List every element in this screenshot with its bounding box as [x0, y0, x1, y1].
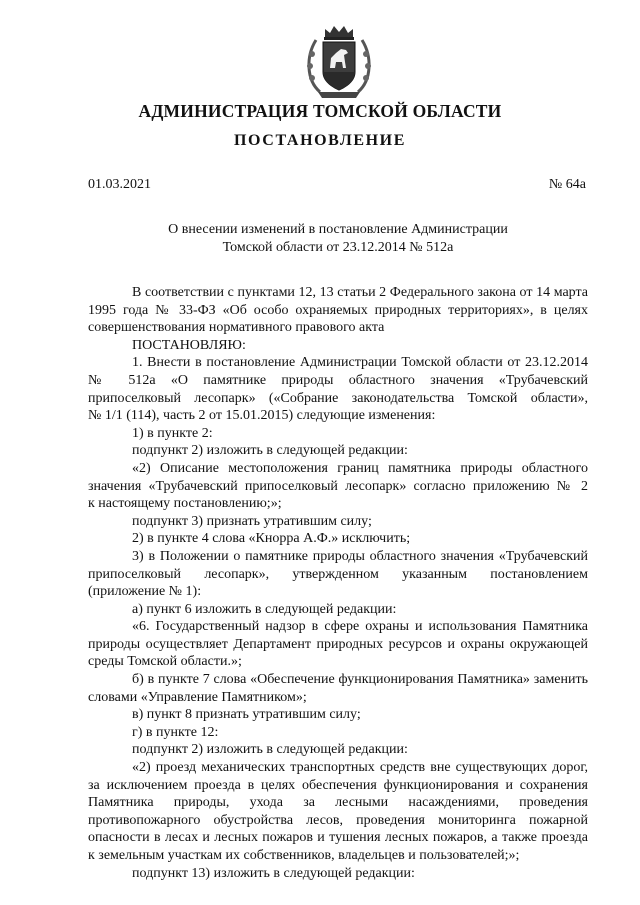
paragraph-line: (приложение № 1):	[88, 584, 202, 600]
paragraph-line: б) в пункте 7 слова «Обеспечение функционирования Памятника» заменить	[132, 672, 588, 688]
subject-line: О внесении изменений в постановление Администрации	[168, 222, 508, 237]
tomsk-coat-of-arms-icon	[300, 22, 378, 102]
organization-title: АДМИНИСТРАЦИЯ ТОМСКОЙ ОБЛАСТИ	[138, 101, 502, 121]
paragraph-line: В соответствии с пунктами 12, 13 статьи 2 Федерального закона от 14 марта	[132, 285, 588, 300]
paragraph-line: опасности в лесах и лесных пожаров и тушения лесных пожаров, а также проезда	[88, 830, 588, 846]
paragraph-line: «2) проезд механических транспортных средств вне существующих дорог,	[132, 760, 588, 776]
document-body	[88, 284, 588, 882]
paragraph-line: подпункт 2) изложить в следующей редакции:	[132, 742, 408, 758]
document-type-title: ПОСТАНОВЛЕНИЕ	[234, 132, 406, 149]
paragraph-line: природы осуществляет Департамент природных ресурсов и охраны окружающей	[88, 636, 588, 652]
paragraph-line: 1) в пункте 2:	[132, 425, 213, 441]
paragraph-line: 2) в пункте 4 слова «Кнорра А.Ф.» исключить;	[132, 531, 411, 547]
paragraph-line: к земельным участкам их собственников, владельцев и пользователей;»;	[88, 848, 520, 863]
paragraph-line: а) пункт 6 изложить в следующей редакции:	[132, 601, 397, 617]
paragraph-line: «6. Государственный надзор в сфере охраны и использования Памятника	[132, 619, 588, 635]
document-date: 01.03.2021	[88, 177, 151, 192]
subject-line: Томской области от 23.12.2014 № 512а	[222, 240, 454, 255]
paragraph-line: 1995 года № 33-ФЗ «Об особо охраняемых природных территориях», в целях	[88, 302, 588, 318]
paragraph-line: к настоящему постановлению;»;	[88, 496, 282, 512]
paragraph-line: № 1/1 (114), часть 2 от 15.01.2015) следующие изменения:	[88, 408, 436, 424]
paragraph-line: припоселковый лесопарк» («Собрание законодательства Томской области»,	[88, 390, 588, 406]
paragraph-line: за исключением проезда в целях обеспечения функционирования и сохранения	[88, 777, 588, 793]
paragraph-line: № 512а «О памятнике природы областного значения «Трубачевский	[88, 372, 588, 388]
paragraph-line: 3) в Положении о памятнике природы областного значения «Трубачевский	[132, 548, 588, 564]
paragraph-line: значения «Трубачевский припоселковый лесопарк» согласно приложению № 2	[88, 478, 588, 494]
paragraph-line: совершенствования нормативного правового акта	[88, 320, 385, 336]
paragraph-line: подпункт 13) изложить в следующей редакции:	[132, 865, 415, 881]
paragraph-line: противопожарного обустройства лесов, проведения мониторинга пожарной	[88, 812, 588, 828]
paragraph-line: припоселковый лесопарк», утвержденном указанным постановлением	[88, 566, 588, 582]
paragraph-line: 1. Внести в постановление Администрации Томской области от 23.12.2014	[132, 355, 588, 371]
paragraph-line: ПОСТАНОВЛЯЮ:	[132, 337, 246, 353]
paragraph-line: г) в пункте 12:	[132, 724, 219, 740]
paragraph-line: подпункт 3) признать утратившим силу;	[132, 513, 372, 529]
paragraph-line: в) пункт 8 признать утратившим силу;	[132, 707, 361, 723]
paragraph-line: среды Томской области.»;	[88, 654, 242, 670]
document-subject	[88, 221, 588, 257]
paragraph-line: Памятника природы, ухода за лесными насаждениями, проведения	[88, 795, 588, 811]
paragraph-line: словами «Управление Памятником»;	[88, 689, 307, 705]
paragraph-line: подпункт 2) изложить в следующей редакции:	[132, 443, 408, 459]
paragraph-line: «2) Описание местоположения границ памятника природы областного	[132, 460, 588, 476]
document-number: № 64а	[548, 177, 586, 192]
